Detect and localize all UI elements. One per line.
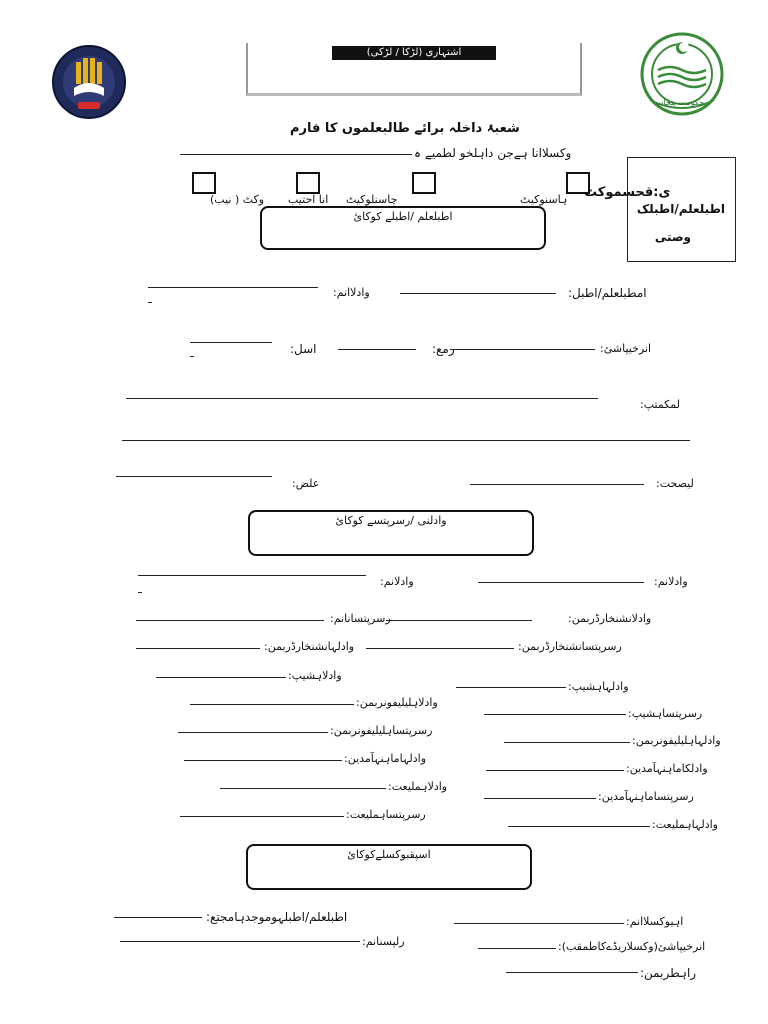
father-income-field[interactable] (184, 760, 342, 761)
guardian-name-tick (138, 592, 142, 593)
mother-edu-label: وادلہاہملیعت: (652, 818, 718, 831)
mother-edu-field[interactable] (508, 826, 650, 827)
subtitle-fill-line[interactable] (180, 154, 412, 155)
father-income-label: وادلہاماہنہآمدین: (344, 752, 427, 765)
category-checkbox-1[interactable] (192, 172, 216, 194)
category-option-3: چاسنلوکیٹ (346, 193, 398, 206)
punjab-logo-caption: حکومت پنجاب (656, 98, 704, 107)
dob-label: انرخیپاشئ: (600, 342, 652, 355)
category-option-2: انا احتیب (288, 193, 329, 206)
age-field[interactable] (338, 349, 416, 350)
school-section-label: اسپقبوکسلےکوکائ (347, 848, 431, 861)
guardian-occ-label: رسرپتساہشیپ: (628, 707, 703, 720)
address-field-2[interactable] (122, 440, 690, 441)
principal-label: رلپسنانم: (362, 935, 405, 948)
guardian-edu-field[interactable] (180, 816, 344, 817)
father-income2-label: وادلکاماہنہآمدین: (626, 762, 708, 775)
school-crest-icon (52, 40, 126, 124)
father-cnic2-field[interactable] (136, 648, 260, 649)
principal-field[interactable] (120, 941, 360, 942)
mother-occ-field[interactable] (456, 687, 566, 688)
category-checkbox-2[interactable] (296, 172, 320, 194)
class-label: اطبلعلم/اطبلہوموجدہامجتع: (206, 910, 348, 924)
father-cnic2-label: وادلہانشنخارڈربمن: (264, 640, 355, 653)
student-section-label: اطبلعلم /اطبلے کوکائ (353, 210, 453, 223)
photo-label-line1: اطبلعلم/اطبلک (636, 202, 725, 216)
father-income2-field[interactable] (486, 770, 624, 771)
reg-no-field[interactable] (506, 972, 638, 973)
district-label: علض: (292, 477, 320, 490)
reg-no-label: راہطربمن: (640, 966, 697, 980)
photo-label-line2: وصتی (654, 230, 691, 244)
guardian-relation-label: رسرپتسانانم: (330, 612, 391, 625)
caste-field[interactable] (190, 342, 272, 343)
mother-occ-label: وادلہاہشیپ: (568, 680, 629, 693)
class-field[interactable] (114, 917, 202, 918)
age-label: رمع: (432, 342, 455, 356)
school-section-header (246, 844, 532, 890)
guardian-occ-field[interactable] (484, 714, 626, 715)
form-type-label: اشتہاری (لڑکا / لڑکی) (332, 46, 496, 60)
category-option-1: وکٹ ( نیب) (210, 193, 265, 206)
student-name-label: امطبلعلم/اطبل: (568, 286, 647, 300)
category-option-4: ہاسنوکیٹ (520, 193, 568, 206)
guardian-cnic-label: رسرپتسانشنخارڈربمن: (518, 640, 622, 653)
guardian-name-field[interactable] (138, 575, 366, 576)
father-name-label: وادلاانم: (333, 286, 370, 299)
father-phone-label: وادلاہلیلیفونربمن: (356, 696, 438, 709)
father-cnic-label: وادلانشنخارڈربمن: (568, 612, 652, 625)
father-edu-field[interactable] (220, 788, 386, 789)
guardian-cnic-field[interactable] (366, 648, 514, 649)
guardian-name-label: وادلانم: (380, 575, 414, 588)
category-checkbox-3[interactable] (412, 172, 436, 194)
guardian-relation-field[interactable] (136, 620, 324, 621)
photo-box[interactable] (627, 157, 736, 262)
address-field-1[interactable] (126, 398, 598, 399)
guardian-phone-field[interactable] (178, 732, 328, 733)
address-label: لمکمتپ: (640, 398, 680, 411)
father-name-field[interactable] (148, 287, 318, 288)
father-name2-label: وادلانم: (654, 575, 688, 588)
student-section-header (260, 206, 546, 250)
admission-date-field[interactable] (478, 948, 556, 949)
father-phone-field[interactable] (190, 704, 354, 705)
father-phone2-field[interactable] (504, 742, 630, 743)
school-name-label: اہیوکسلاانم: (626, 915, 684, 928)
tehsil-field[interactable] (470, 484, 644, 485)
admission-date-label: انرخیپاشئ(وکسلاریڈےکاطمقب): (558, 940, 706, 953)
student-name-field[interactable] (400, 293, 556, 294)
punjab-govt-logo (630, 30, 734, 118)
guardian-income-field[interactable] (484, 798, 596, 799)
caste-label: اسل: (290, 342, 317, 356)
school-name-field[interactable] (454, 923, 624, 924)
dob-field[interactable] (450, 349, 595, 350)
father-name2-field[interactable] (478, 582, 644, 583)
father-edu-label: وادلاہملیعت: (388, 780, 448, 793)
guardian-phone-label: رسرپتساہلیلیفونربمن: (330, 724, 433, 737)
authority-logo (52, 40, 126, 124)
guardian-income-label: رسرپتساماہنہآمدین: (598, 790, 694, 803)
tehsil-label: لیصحت: (656, 477, 694, 490)
father-occ-field[interactable] (156, 677, 286, 678)
category-label: ی:قحسموکٹ (584, 185, 671, 200)
father-phone2-label: وادلہاہلیلیفونربمن: (632, 734, 721, 747)
form-title: شعبۂ داخلہ برائے طالبعلموں کا فارم (290, 121, 520, 136)
father-name-tick (148, 302, 152, 303)
category-checkbox-4[interactable] (566, 172, 590, 194)
guardian-section-label: وادلنی /رسرپتسے کوکائ (335, 514, 447, 527)
father-occ-label: وادلاہشیپ: (288, 669, 342, 682)
guardian-section-header (248, 510, 534, 556)
guardian-edu-label: رسرپتساہملیعت: (346, 808, 426, 821)
district-field[interactable] (116, 476, 272, 477)
form-subtitle: وکسلاانا ہےجن داہلخو لطمیے ہ (414, 146, 572, 160)
father-cnic-field[interactable] (386, 620, 532, 621)
caste-tick (190, 356, 194, 357)
